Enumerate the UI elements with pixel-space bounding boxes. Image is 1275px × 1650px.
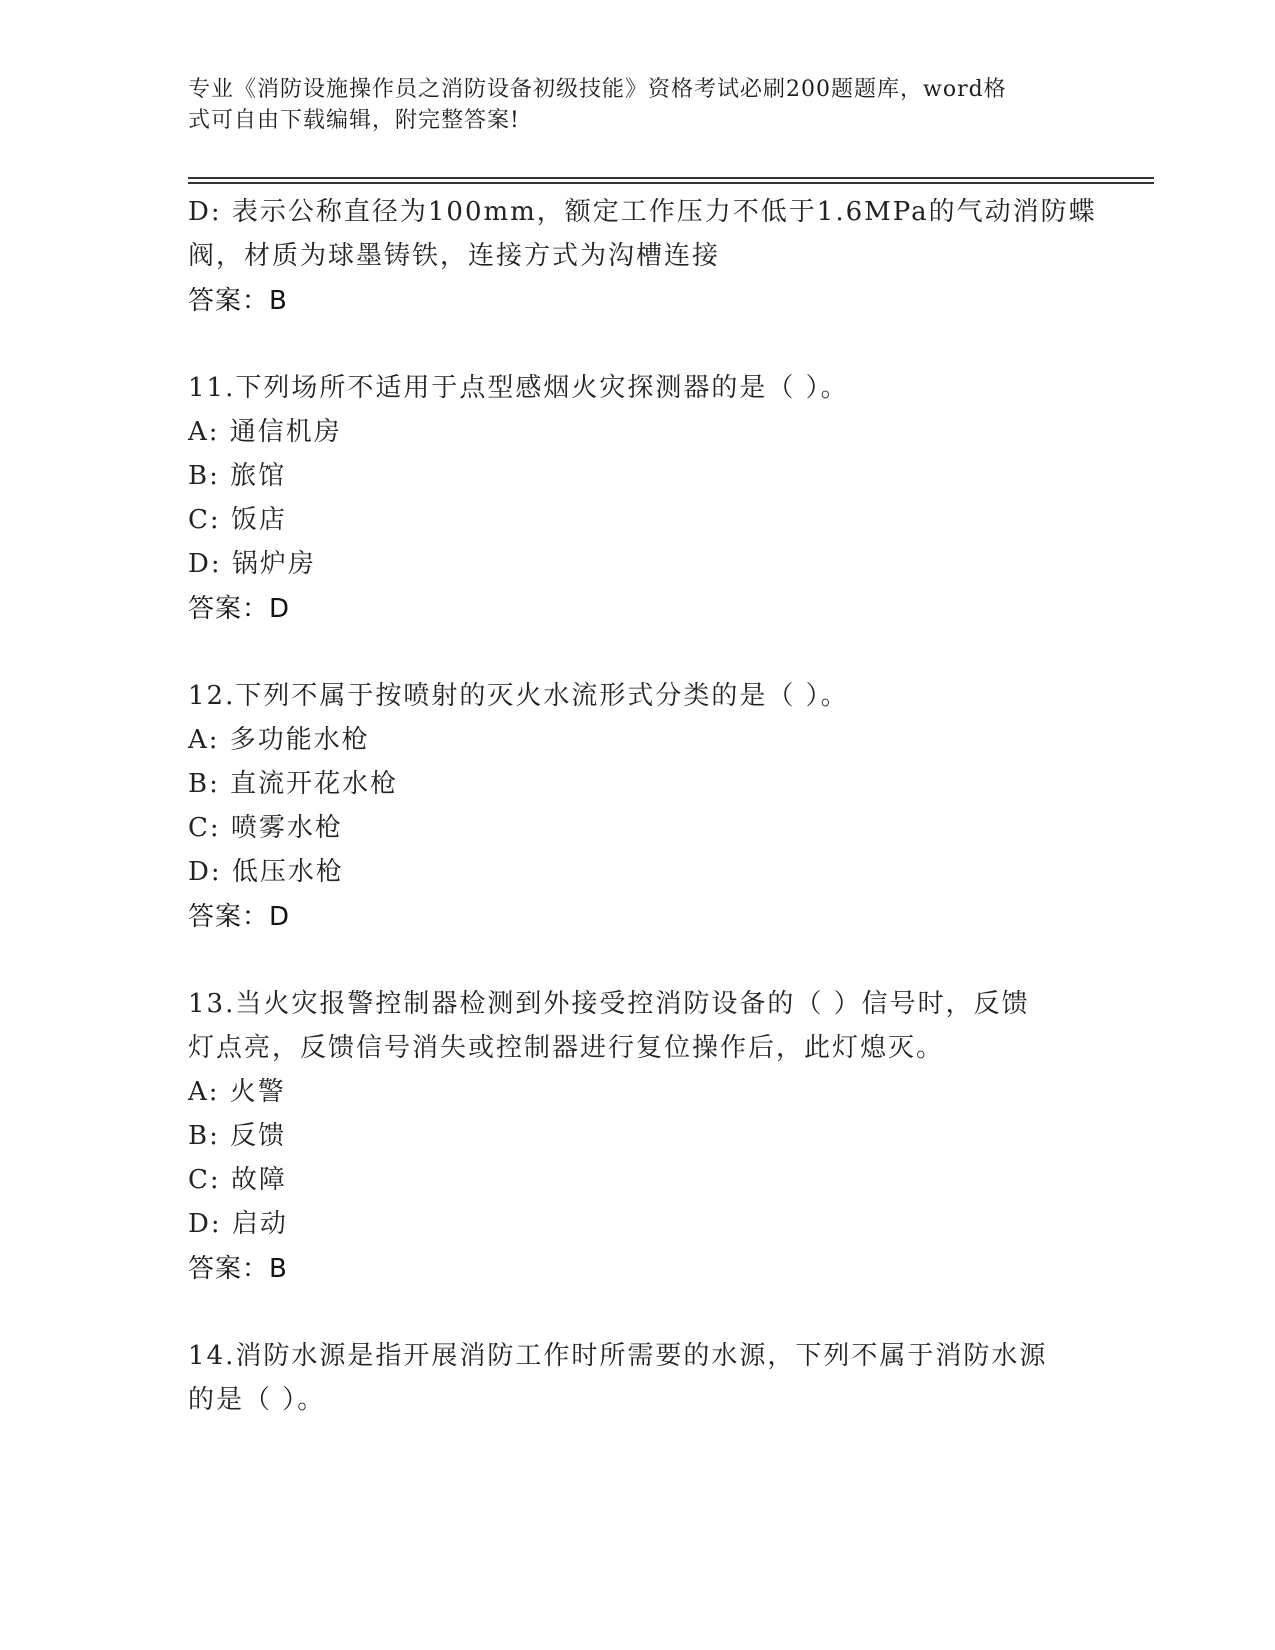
option-d: D: 锅炉房 xyxy=(188,549,316,579)
answer-line: 答案：D xyxy=(188,594,291,624)
question-stem-line-1: 14.消防水源是指开展消防工作时所需要的水源，下列不属于消防水源 xyxy=(188,1341,1048,1371)
spacer xyxy=(188,940,1088,982)
option-d: D: 启动 xyxy=(188,1209,288,1239)
option-a: A: 多功能水枪 xyxy=(188,725,370,755)
answer-line: 答案：B xyxy=(188,286,288,316)
question-11 xyxy=(188,366,1088,632)
option-c: C: 喷雾水枪 xyxy=(188,813,343,843)
option-a: A: 火警 xyxy=(188,1077,286,1107)
question-stem: 12.下列不属于按喷射的灭火水流形式分类的是（ ）。 xyxy=(188,681,849,711)
spacer xyxy=(188,632,1088,674)
question-list xyxy=(188,190,1097,1422)
answer-line: 答案：D xyxy=(188,902,291,932)
question-stem-line-1: 13.当火灾报警控制器检测到外接受控消防设备的（ ）信号时，反馈 xyxy=(188,989,1030,1019)
option-d-line-1: D: 表示公称直径为100mm，额定工作压力不低于1.6MPa的气动消防蝶 xyxy=(188,197,1097,227)
question-14 xyxy=(188,1334,1088,1422)
header-divider-top xyxy=(188,177,1154,179)
option-b: B: 反馈 xyxy=(188,1121,287,1151)
spacer xyxy=(188,324,1088,366)
option-b: B: 直流开花水枪 xyxy=(188,769,399,799)
header-divider-bottom xyxy=(188,182,1154,184)
question-stem-line-2: 灯点亮，反馈信号消失或控制器进行复位操作后，此灯熄灭。 xyxy=(188,1033,945,1063)
question-stem-line-2: 的是（ ）。 xyxy=(188,1385,326,1415)
previous-question-tail xyxy=(188,190,1097,324)
question-stem: 11.下列场所不适用于点型感烟火灾探测器的是（ ）。 xyxy=(188,373,849,403)
option-d-line-2: 阀，材质为球墨铸铁，连接方式为沟槽连接 xyxy=(188,241,721,271)
header-title-line-2: 式可自由下载编辑，附完整答案! xyxy=(188,108,520,133)
header-title-line-1: 专业《消防设施操作员之消防设备初级技能》资格考试必刷200题题库，word格 xyxy=(188,77,1007,102)
option-a: A: 通信机房 xyxy=(188,417,342,447)
question-13 xyxy=(188,982,1088,1292)
option-d: D: 低压水枪 xyxy=(188,857,344,887)
option-c: C: 故障 xyxy=(188,1165,287,1195)
option-c: C: 饭店 xyxy=(188,505,287,535)
document-header xyxy=(188,74,1068,136)
option-b: B: 旅馆 xyxy=(188,461,287,491)
spacer xyxy=(188,1292,1088,1334)
question-12 xyxy=(188,674,1088,940)
answer-line: 答案：B xyxy=(188,1254,288,1284)
